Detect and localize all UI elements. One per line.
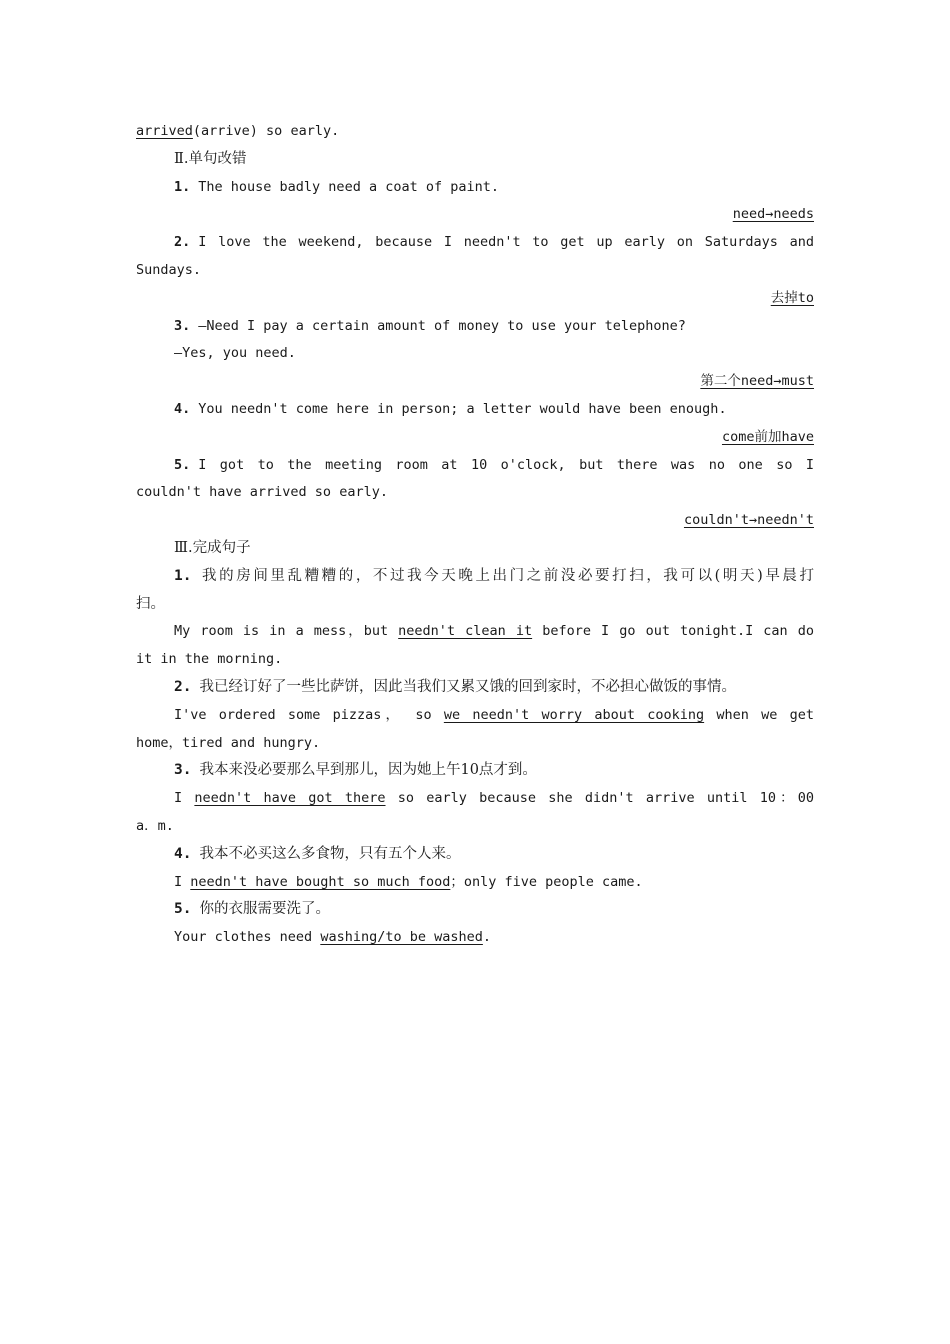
previous-answer-line: arrived(arrive) so early. [136, 123, 340, 139]
answer-key: 第二个need→must [700, 373, 814, 390]
answer-continuation: it in the morning. [136, 651, 283, 668]
section-heading: Ⅱ.单句改错 [174, 150, 247, 167]
worksheet-page [136, 118, 814, 952]
section-heading: Ⅲ.完成句子 [174, 539, 251, 556]
question-item: 1. The house badly need a coat of paint. [174, 178, 499, 195]
question-item: 2. I love the weekend, because I needn't to get up early on Saturdays and [174, 234, 814, 251]
answer-key: need→needs [732, 206, 814, 223]
answer-blank: washing/to be washed [320, 929, 483, 946]
question-continuation: Sundays. [136, 261, 202, 278]
answer-sentence: I needn't have got there so early because she didn't arrive until 10：00 [174, 790, 814, 807]
answer-blank: arrived [136, 123, 193, 139]
question-item: 2. 我已经订好了一些比萨饼，因此当我们又累又饿的回到家时，不必担心做饭的事情。 [174, 678, 736, 695]
answer-key: 去掉to [770, 289, 814, 306]
question-item: 3. —Need I pay a certain amount of money to use your telephone? [174, 317, 686, 334]
answer-continuation: a．m. [136, 817, 174, 834]
answer-blank: needn't have bought so much food [190, 873, 451, 890]
question-item: 5. I got to the meeting room at 10 o'clock, but there was no one so I [174, 456, 814, 473]
answer-sentence: I needn't have bought so much food；only five people came. [174, 873, 643, 890]
answer-blank: needn't have got there [194, 790, 386, 807]
answer-continuation: home，tired and hungry. [136, 734, 321, 751]
answer-sentence: My room is in a mess，but needn't clean it before I go out tonight.I can do [174, 623, 814, 640]
answer-key: couldn't→needn't [683, 512, 814, 529]
answer-blank: needn't clean it [398, 623, 533, 640]
answer-key: come前加have [721, 428, 814, 445]
question-continuation: 扫。 [136, 595, 165, 612]
question-item: 4. You needn't come here in person; a letter would have been enough. [174, 400, 727, 417]
question-item: 4. 我本不必买这么多食物，只有五个人来。 [174, 845, 461, 862]
question-item: 5. 你的衣服需要洗了。 [174, 901, 330, 918]
question-continuation: —Yes, you need. [174, 345, 296, 362]
question-item: 3. 我本来没必要那么早到那儿，因为她上午10点才到。 [174, 762, 537, 779]
answer-sentence: I've ordered some pizzas， so we needn't worry about cooking when we get [174, 706, 814, 723]
answer-blank: we needn't worry about cooking [443, 706, 705, 723]
question-continuation: couldn't have arrived so early. [136, 484, 388, 501]
answer-sentence: Your clothes need washing/to be washed. [174, 929, 492, 946]
question-item: 1. 我的房间里乱糟糟的，不过我今天晚上出门之前没必要打扫，我可以(明天)早晨打 [174, 567, 814, 584]
